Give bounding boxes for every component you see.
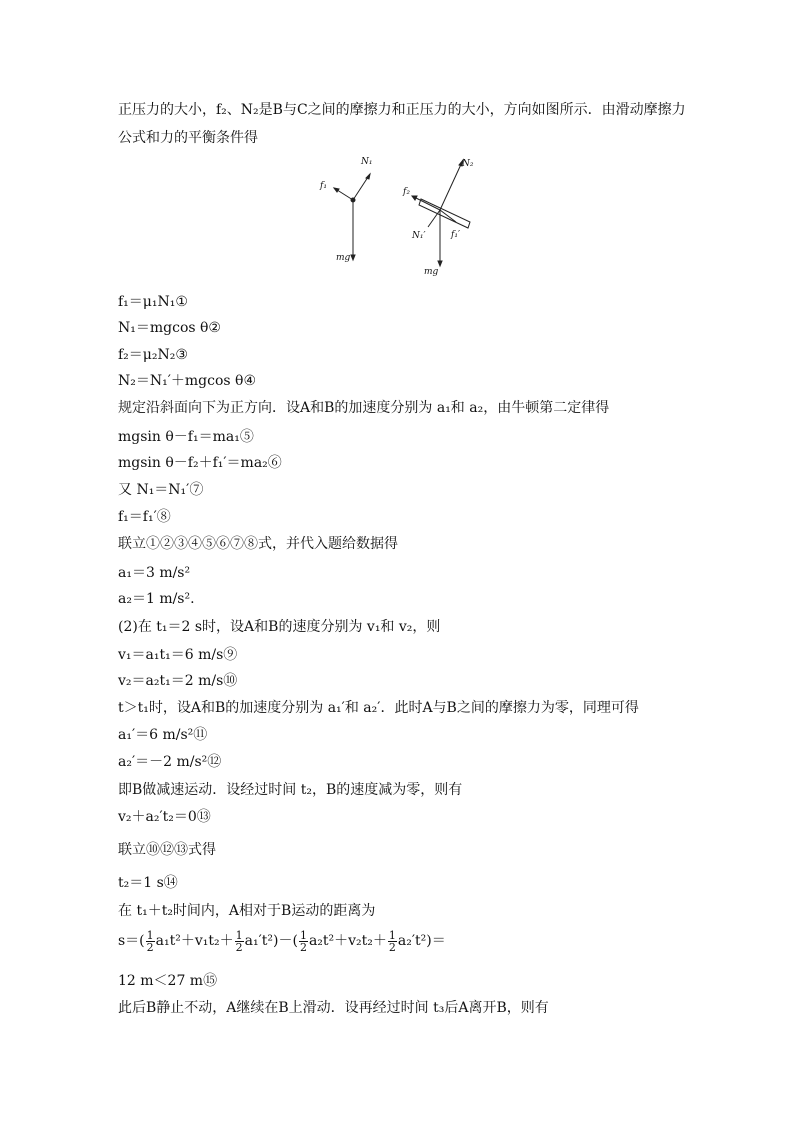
equation-line: f₂＝μ₂N₂③ — [118, 347, 188, 363]
eq-part: a₂′t²)＝ — [397, 933, 446, 949]
result-line: t₂＝1 s⑭ — [118, 875, 178, 891]
label-mg-right: mg — [424, 267, 439, 277]
text-line: t＞t₁时，设A和B的加速度分别为 a₁′和 a₂′．此时A与B之间的摩擦力为零，同理可得 — [118, 700, 639, 716]
text-line: 此后B静止不动，A继续在B上滑动．设再经过时间 t₃后A离开B，则有 — [118, 1000, 549, 1016]
eq-part: a₂t²＋v₂t₂＋ — [308, 933, 387, 949]
result-line: a₁′＝6 m/s²⑪ — [118, 727, 208, 743]
label-f1-prime: f₁′ — [451, 230, 460, 240]
label-n1: N₁ — [361, 157, 373, 167]
equation-line: mgsin θ－f₂＋f₁′＝ma₂⑥ — [118, 455, 282, 471]
equation-line: mgsin θ－f₁＝ma₁⑤ — [118, 429, 254, 445]
eq-part: s＝( — [118, 933, 145, 949]
force-diagram — [318, 152, 488, 282]
result-line: a₁＝3 m/s² — [118, 565, 191, 581]
equation-line: v₂＋a₂′t₂＝0⑬ — [118, 809, 211, 825]
fraction-half: $\frac{1}{2}$ — [388, 928, 396, 954]
fraction-half: $\frac{1}{2}$ — [146, 928, 154, 954]
equation-line: f₁＝μ₁N₁① — [118, 294, 188, 310]
label-n1-prime: N₁′ — [412, 231, 426, 241]
label-mg-left: mg — [336, 253, 351, 263]
equation-line: v₁＝a₁t₁＝6 m/s⑨ — [118, 647, 238, 663]
n2-arrow — [440, 160, 463, 210]
result-line: 12 m＜27 m⑮ — [118, 973, 218, 989]
equation-line: f₁＝f₁′⑧ — [118, 509, 171, 525]
text-line: 联立⑩⑫⑬式得 — [118, 842, 216, 858]
equation-line: N₁＝mgcos θ② — [118, 320, 221, 336]
fraction-half: $\frac{1}{2}$ — [299, 928, 307, 954]
eq-part: a₁′t²)－( — [244, 933, 298, 949]
label-n2: N₂ — [462, 159, 474, 169]
fraction-half: $\frac{1}{2}$ — [235, 928, 243, 954]
text-line: 即B做减速运动．设经过时间 t₂，B的速度减为零，则有 — [118, 782, 463, 798]
text-line: 规定沿斜面向下为正方向．设A和B的加速度分别为 a₁和 a₂，由牛顿第二定律得 — [118, 400, 610, 416]
result-line: a₂′＝－2 m/s²⑫ — [118, 754, 222, 770]
eq-part: a₁t²＋v₁t₂＋ — [155, 933, 234, 949]
text-line: 在 t₁＋t₂时间内，A相对于B运动的距离为 — [118, 903, 376, 919]
intro-paragraph: 正压力的大小，f₂、N₂是B与C之间的摩擦力和正压力的大小，方向如图所示．由滑动摩擦力公式和力的平衡条件得 — [118, 102, 686, 146]
equation-line: N₂＝N₁′＋mgcos θ④ — [118, 373, 257, 389]
equation-line: v₂＝a₂t₁＝2 m/s⑩ — [118, 673, 238, 689]
text-line: (2)在 t₁＝2 s时，设A和B的速度分别为 v₁和 v₂，则 — [118, 619, 441, 635]
label-f2: f₂ — [403, 187, 410, 197]
result-line: a₂＝1 m/s². — [118, 591, 195, 607]
text-line: 联立①②③④⑤⑥⑦⑧式，并代入题给数据得 — [118, 536, 398, 552]
equation-line: 又 N₁＝N₁′⑦ — [118, 482, 204, 498]
distance-equation — [118, 928, 446, 954]
label-f1: f₁ — [320, 181, 327, 191]
